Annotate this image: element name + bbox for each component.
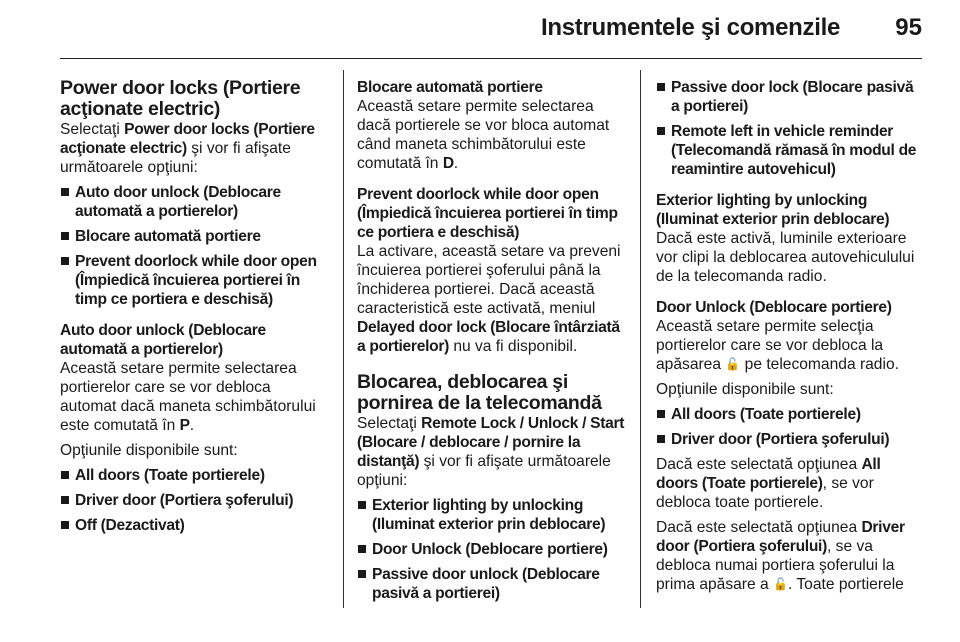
subsection-title: Blocare automată portiere [357, 79, 543, 96]
body-paragraph [656, 455, 924, 512]
list-item: Driver door (Portiera şoferului) [60, 491, 328, 510]
body-text: nu va fi disponibil. [448, 338, 578, 355]
body-text: . [453, 155, 459, 172]
option-list [60, 183, 328, 309]
body-paragraph [656, 518, 924, 594]
section-intro [357, 414, 625, 490]
subsection-title: Door Unlock (Deblocare portiere) [656, 299, 892, 316]
subsection-text [60, 359, 328, 435]
menu-name: Delayed door lock (Blocare întârziată a portierelor) [357, 319, 620, 355]
body-text: Dacă este selectată opţiunea [656, 519, 862, 536]
column-divider [343, 70, 344, 608]
subsection-title: Exterior lighting by unlocking (Iluminat exterior prin deblocare) [656, 192, 890, 228]
list-item: Door Unlock (Deblocare portiere) [357, 540, 625, 559]
body-text: Această setare permite selectarea portierelor care se vor debloca automat dacă maneta schimbătorului este comutată în [60, 360, 316, 434]
list-item: All doors (Toate portierele) [656, 405, 924, 424]
list-item: Blocare automată portiere [60, 227, 328, 246]
subsection-title: Prevent doorlock while door open (Împiedică încuierea portierei în timp ce portiera e deschisă) [357, 186, 618, 241]
option-list [656, 78, 924, 179]
unlock-icon: 🔓 [773, 577, 788, 591]
intro-text: şi vor fi afişate următoarele opţiuni: [357, 453, 611, 489]
options-label: Opţiunile disponibile sunt: [656, 381, 834, 398]
section-heading: Power door locks (Portiere acţionate electric) [60, 77, 301, 120]
body-text: La activare, această setare va preveni încuierea portierei şoferului până la închiderea portierei. Dacă această caracteristică este activată, meniul [357, 243, 621, 317]
intro-menu-name: Remote Lock / Unlock / Start (Blocare / deblocare / pornire la distanţă) [357, 415, 625, 470]
list-item: Exterior lighting by unlocking (Iluminat exterior prin deblocare) [357, 496, 625, 534]
body-text: . [189, 417, 195, 434]
column-divider [640, 70, 641, 608]
list-item: Prevent doorlock while door open (Împiedică încuierea portierei în timp ce portiera e deschisă) [60, 252, 328, 309]
subsection-text [656, 317, 924, 374]
intro-text: şi vor fi afişate următoarele opţiuni: [60, 140, 291, 176]
section-heading: Blocarea, deblocarea şi pornirea de la telecomandă [357, 371, 602, 414]
column-1 [60, 78, 328, 541]
list-item: Passive door lock (Blocare pasivă a portierei) [656, 78, 924, 116]
section-intro [60, 120, 328, 177]
body-text: . Toate portierele [787, 576, 904, 593]
page-header [60, 0, 922, 59]
intro-text: Selectaţi [60, 121, 125, 138]
subsection-title: Auto door unlock (Deblocare automată a portierelor) [60, 322, 266, 358]
intro-menu-name: Power door locks (Portiere acţionate electric) [60, 121, 315, 157]
body-text: pe telecomanda radio. [740, 356, 899, 373]
list-item: Passive door unlock (Deblocare pasivă a portierei) [357, 565, 625, 603]
option-list [357, 496, 625, 603]
intro-text: Selectaţi [357, 415, 422, 432]
list-item: Auto door unlock (Deblocare automată a portierelor) [60, 183, 328, 221]
subsection-text: Dacă este activă, luminile exterioare vor clipi la deblocarea autovehiculului de la telecomanda radio. [656, 230, 915, 285]
body-text: Această setare permite selectarea dacă portierele se vor bloca automat când maneta schimbătorului este comutată în [357, 98, 610, 172]
list-item: All doors (Toate portierele) [60, 466, 328, 485]
option-name: Driver door (Portiera şoferului) [656, 519, 905, 555]
subsection-text [357, 97, 625, 173]
body-text: , se va debloca numai portiera şoferului la prima apăsare a [656, 538, 895, 593]
list-item: Driver door (Portiera şoferului) [656, 430, 924, 449]
option-list [656, 405, 924, 449]
list-item: Remote left in vehicle reminder (Telecomandă rămasă în modul de reamintire autovehicul) [656, 122, 924, 179]
subsection-text [357, 242, 625, 356]
gear-position: D [442, 155, 454, 172]
body-text: , se vor debloca toate portierele. [656, 475, 874, 511]
option-list [60, 466, 328, 535]
page-number: 95 [895, 14, 922, 41]
list-item: Off (Dezactivat) [60, 516, 328, 535]
option-name: All doors (Toate portierele) [656, 456, 881, 492]
body-text: Această setare permite selecţia portierelor care se vor debloca la apăsarea [656, 318, 884, 373]
column-2 [357, 78, 625, 609]
unlock-icon: 🔓 [725, 357, 741, 371]
gear-position: P [179, 417, 190, 434]
page-title: Instrumentele şi comenzile [541, 14, 840, 41]
body-text: Dacă este selectată opţiunea [656, 456, 862, 473]
column-3 [656, 78, 924, 600]
options-label: Opţiunile disponibile sunt: [60, 442, 238, 459]
